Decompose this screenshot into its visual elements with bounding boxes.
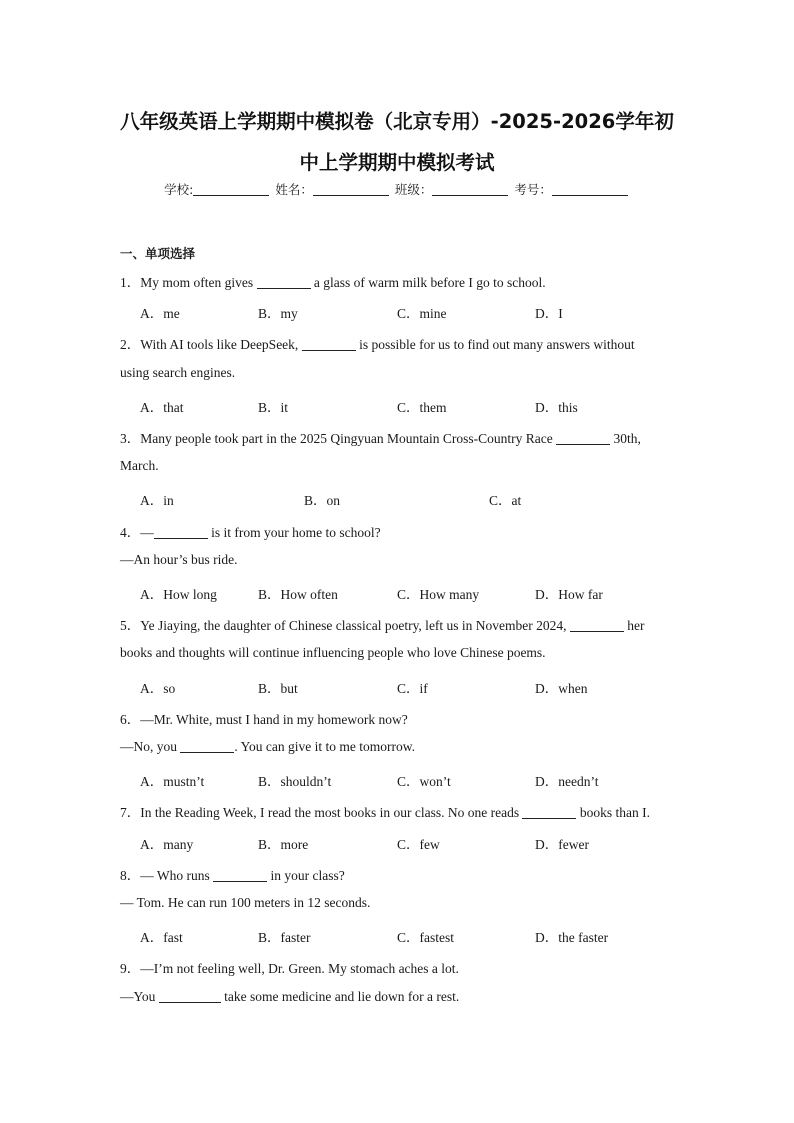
question-text: 4．—: [120, 525, 154, 540]
answer-blank[interactable]: [154, 525, 208, 539]
question-text: . You can give it to me tomorrow.: [234, 739, 415, 754]
question-6-option-d[interactable]: D．needn’t: [535, 774, 599, 789]
question-5-option-b[interactable]: B．but: [258, 681, 298, 696]
answer-blank[interactable]: [257, 275, 311, 289]
question-text: her: [623, 618, 645, 633]
question-1-option-d[interactable]: D．I: [535, 306, 563, 321]
question-text: 3．Many people took part in the 2025 Qingyuan Mountain Cross-Country Race: [120, 431, 557, 446]
question-4-line-1: [120, 521, 381, 541]
school-label: 学校:: [164, 182, 194, 197]
question-text: 8．— Who runs: [120, 868, 214, 883]
question-5-option-d[interactable]: D．when: [535, 681, 588, 696]
answer-blank[interactable]: [213, 868, 267, 882]
question-8-option-b[interactable]: B．faster: [258, 930, 311, 945]
question-6-option-b[interactable]: B．shouldn’t: [258, 774, 332, 789]
question-4-option-c[interactable]: C．How many: [397, 587, 480, 602]
question-7-option-a[interactable]: A．many: [140, 837, 194, 852]
question-2-line-1: [120, 333, 635, 353]
question-8-option-c[interactable]: C．fastest: [397, 930, 454, 945]
question-text: 2．With AI tools like DeepSeek,: [120, 337, 302, 352]
question-3-line-1: [120, 427, 641, 447]
id-label: 考号：: [514, 182, 552, 197]
question-3-option-b[interactable]: B．on: [304, 493, 341, 508]
question-1-option-a[interactable]: A．me: [140, 306, 180, 321]
question-text: take some medicine and lie down for a rest.: [220, 989, 460, 1004]
question-8-line-1: [120, 864, 345, 884]
question-text: 5．Ye Jiaying, the daughter of Chinese classical poetry, left us in November 2024,: [120, 618, 570, 633]
question-4-option-a[interactable]: A．How long: [140, 587, 217, 602]
question-8-line-2: — Tom. He can run 100 meters in 12 seconds.: [120, 895, 371, 910]
name-label: 姓名：: [275, 182, 313, 197]
question-3-option-a[interactable]: A．in: [140, 493, 174, 508]
answer-blank[interactable]: [570, 618, 624, 632]
question-text: in your class?: [267, 868, 345, 883]
question-6-line-1: 6．—Mr. White, must I hand in my homework now?: [120, 712, 408, 727]
question-2-option-b[interactable]: B．it: [258, 400, 289, 415]
section-title: 一、单项选择: [120, 246, 196, 261]
question-5-option-a[interactable]: A．so: [140, 681, 176, 696]
question-3-line-2: March.: [120, 458, 159, 473]
name-blank[interactable]: [313, 182, 389, 196]
question-2-option-a[interactable]: A．that: [140, 400, 184, 415]
question-1-option-c[interactable]: C．mine: [397, 306, 447, 321]
question-2-line-2: using search engines.: [120, 365, 236, 380]
question-text: books than I.: [576, 805, 650, 820]
question-7-option-d[interactable]: D．fewer: [535, 837, 589, 852]
question-8-option-a[interactable]: A．fast: [140, 930, 183, 945]
question-text: is possible for us to find out many answers without: [355, 337, 635, 352]
question-4-line-2: —An hour’s bus ride.: [120, 552, 238, 567]
question-2-option-c[interactable]: C．them: [397, 400, 447, 415]
question-text: a glass of warm milk before I go to school.: [310, 275, 546, 290]
question-8-option-d[interactable]: D．the faster: [535, 930, 609, 945]
answer-blank[interactable]: [522, 805, 576, 819]
question-6-option-c[interactable]: C．won’t: [397, 774, 451, 789]
id-blank[interactable]: [552, 182, 628, 196]
answer-blank[interactable]: [159, 989, 221, 1003]
question-text: is it from your home to school?: [207, 525, 381, 540]
exam-title-line-1: 八年级英语上学期期中模拟卷（北京专用）-2025-2026学年初: [120, 110, 674, 133]
question-6-option-a[interactable]: A．mustn’t: [140, 774, 205, 789]
question-9-line-1: 9．—I’m not feeling well, Dr. Green. My stomach aches a lot.: [120, 961, 459, 976]
question-text: —You: [120, 989, 159, 1004]
question-2-option-d[interactable]: D．this: [535, 400, 578, 415]
question-4-option-d[interactable]: D．How far: [535, 587, 603, 602]
answer-blank[interactable]: [302, 337, 356, 351]
question-7-line-1: [120, 801, 650, 821]
question-1-option-b[interactable]: B．my: [258, 306, 298, 321]
question-7-option-b[interactable]: B．more: [258, 837, 309, 852]
question-text: 7．In the Reading Week, I read the most books in our class. No one reads: [120, 805, 523, 820]
answer-blank[interactable]: [556, 431, 610, 445]
question-5-line-1: [120, 614, 645, 634]
question-3-option-c[interactable]: C．at: [489, 493, 522, 508]
question-1-line-1: [120, 271, 546, 291]
class-label: 班级：: [394, 182, 433, 197]
question-text: —No, you: [120, 739, 181, 754]
answer-blank[interactable]: [180, 739, 234, 753]
question-5-option-c[interactable]: C．if: [397, 681, 428, 696]
question-text: 30th,: [610, 431, 641, 446]
question-text: 1．My mom often gives: [120, 275, 257, 290]
school-blank[interactable]: [193, 182, 269, 196]
question-5-line-2: books and thoughts will continue influencing people who love Chinese poems.: [120, 645, 546, 660]
question-7-option-c[interactable]: C．few: [397, 837, 440, 852]
exam-title-line-2: 中上学期期中模拟考试: [299, 151, 495, 174]
question-6-line-2: [120, 739, 415, 755]
question-4-option-b[interactable]: B．How often: [258, 587, 338, 602]
student-info-row: [0, 180, 794, 198]
class-blank[interactable]: [432, 182, 508, 196]
question-9-line-2: [120, 989, 459, 1005]
